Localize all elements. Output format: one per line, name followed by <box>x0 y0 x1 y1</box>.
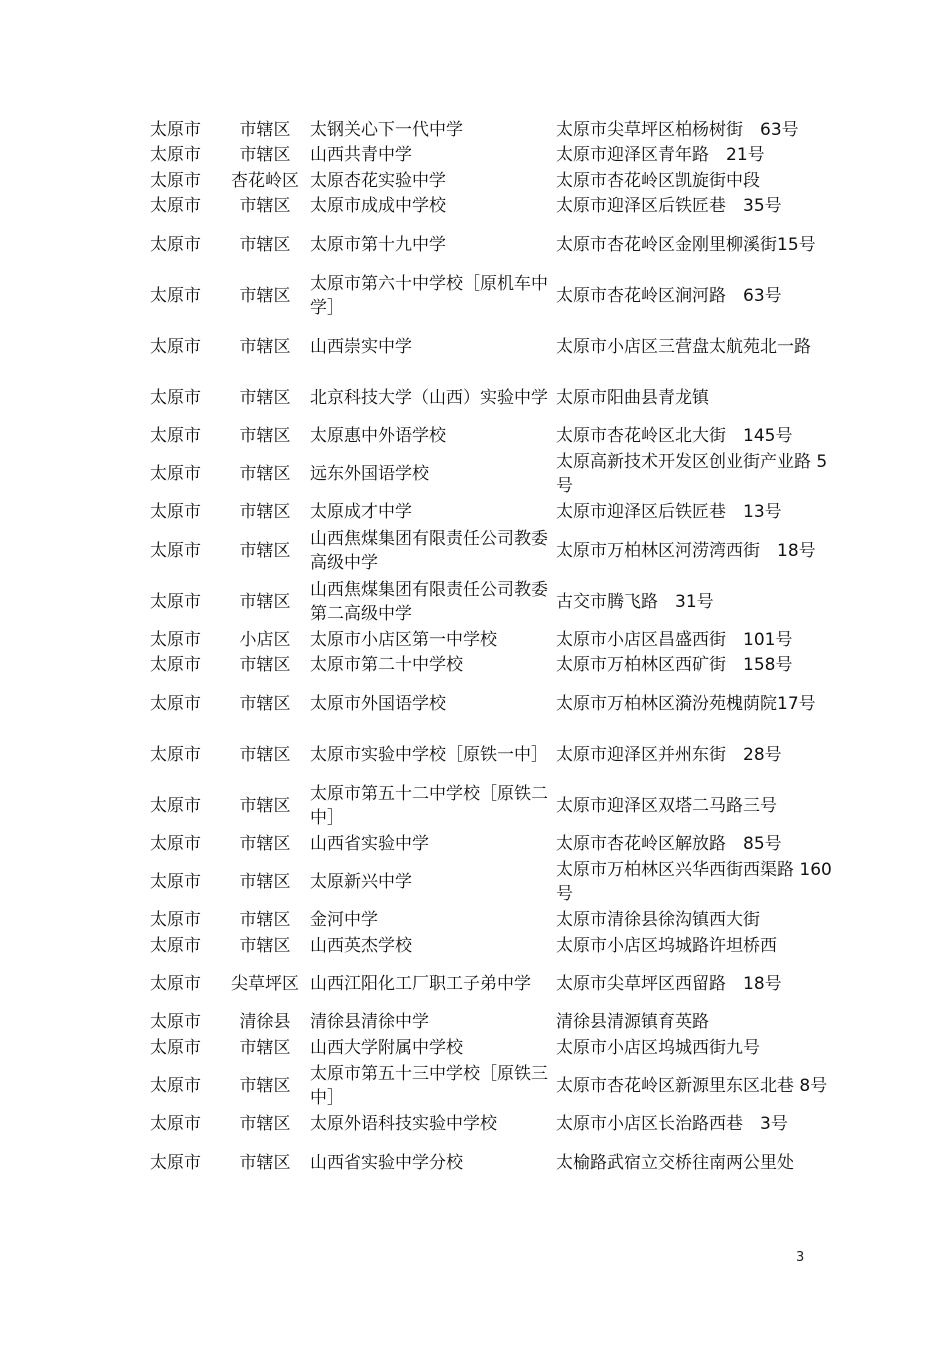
table-row <box>146 1112 832 1138</box>
cell-address: 太原市万柏林区漪汾苑槐荫院17号 <box>556 693 816 714</box>
school-list-table <box>146 117 832 1188</box>
cell-address: 古交市腾飞路 31号 <box>556 591 714 612</box>
cell-district: 市辖区 <box>239 910 291 931</box>
cell-city: 太原市 <box>150 910 201 931</box>
cell-district: 市辖区 <box>239 464 291 484</box>
cell-city: 太原市 <box>150 744 201 765</box>
table-row <box>146 908 832 934</box>
cell-school-name: 太原市小店区第一中学校 <box>310 629 497 650</box>
cell-address: 太原市尖草坪区柏杨树街 63号 <box>556 119 799 140</box>
table-row <box>146 653 832 679</box>
cell-school-name: 清徐县清徐中学 <box>310 1012 429 1033</box>
table-row <box>146 270 832 321</box>
cell-district: 市辖区 <box>239 872 291 892</box>
cell-school-name: 山西焦煤集团有限责任公司教委高级中学 <box>310 528 548 573</box>
cell-school-name: 太原市外国语学校 <box>310 693 446 714</box>
cell-address: 太原市迎泽区双塔二马路三号 <box>556 795 777 816</box>
cell-district: 市辖区 <box>239 425 291 446</box>
cell-city: 太原市 <box>150 1012 201 1033</box>
table-row <box>146 627 832 653</box>
table-row <box>146 678 832 729</box>
table-row <box>146 576 832 627</box>
cell-address: 太原市万柏林区兴华西街西渠路 160号 <box>556 860 832 904</box>
cell-school-name: 太原市第六十中学校［原机车中学］ <box>310 273 548 318</box>
cell-district: 市辖区 <box>239 1152 291 1173</box>
cell-address: 太原市小店区三营盘太航苑北一路 <box>556 336 811 357</box>
cell-city: 太原市 <box>150 1152 201 1173</box>
cell-address: 太原市迎泽区青年路 21号 <box>556 145 765 166</box>
cell-school-name: 山西省实验中学 <box>310 833 429 854</box>
cell-address: 太原市万柏林区河涝湾西街 18号 <box>556 540 816 561</box>
cell-district: 清徐县 <box>239 1012 291 1033</box>
table-row <box>146 423 832 449</box>
cell-city: 太原市 <box>150 935 201 956</box>
table-row <box>146 321 832 372</box>
cell-school-name: 山西英杰学校 <box>310 935 412 956</box>
table-row <box>146 500 832 526</box>
table-row <box>146 372 832 423</box>
cell-address: 太原市清徐县徐沟镇西大街 <box>556 910 760 931</box>
cell-district: 市辖区 <box>239 285 291 306</box>
cell-city: 太原市 <box>150 1076 201 1096</box>
cell-district: 市辖区 <box>239 1076 291 1096</box>
cell-district: 尖草坪区 <box>231 974 299 994</box>
cell-city: 太原市 <box>150 285 201 306</box>
cell-district: 市辖区 <box>239 387 291 408</box>
table-row <box>146 831 832 857</box>
cell-district: 市辖区 <box>239 1114 291 1135</box>
cell-address: 太原市迎泽区并州东街 28号 <box>556 744 782 765</box>
cell-address: 太原市小店区昌盛西街 101号 <box>556 629 793 650</box>
table-row <box>146 143 832 169</box>
cell-district: 市辖区 <box>239 1037 291 1058</box>
page-number: 3 <box>796 1250 805 1265</box>
cell-city: 太原市 <box>150 1114 201 1135</box>
table-row <box>146 780 832 831</box>
cell-district: 市辖区 <box>239 502 291 523</box>
cell-address: 太原市杏花岭区金刚里柳溪街15号 <box>556 234 816 255</box>
cell-address: 太原市尖草坪区西留路 18号 <box>556 974 782 994</box>
cell-city: 太原市 <box>150 196 201 217</box>
cell-school-name: 太原市成成中学校 <box>310 196 446 217</box>
cell-district: 市辖区 <box>239 119 291 140</box>
table-row <box>146 1035 832 1061</box>
cell-district: 小店区 <box>239 629 291 650</box>
cell-school-name: 太原市第二十中学校 <box>310 655 463 676</box>
cell-district: 杏花岭区 <box>231 170 299 191</box>
cell-city: 太原市 <box>150 170 201 191</box>
cell-school-name: 太原新兴中学 <box>310 872 412 892</box>
cell-school-name: 金河中学 <box>310 910 378 931</box>
table-row <box>146 959 832 1010</box>
cell-city: 太原市 <box>150 655 201 676</box>
cell-district: 市辖区 <box>239 693 291 714</box>
cell-city: 太原市 <box>150 464 201 484</box>
cell-school-name: 太原市第五十三中学校［原铁三中］ <box>310 1064 548 1108</box>
cell-school-name: 太原惠中外语学校 <box>310 425 446 446</box>
table-row <box>146 1137 832 1188</box>
table-row <box>146 525 832 576</box>
table-row <box>146 1010 832 1036</box>
cell-district: 市辖区 <box>239 336 291 357</box>
cell-address: 太原市杏花岭区新源里东区北巷 8号 <box>556 1076 828 1096</box>
cell-city: 太原市 <box>150 974 201 994</box>
cell-city: 太原市 <box>150 336 201 357</box>
cell-address: 太原市杏花岭区涧河路 63号 <box>556 285 782 306</box>
cell-city: 太原市 <box>150 145 201 166</box>
cell-district: 市辖区 <box>239 234 291 255</box>
cell-address: 太原市万柏林区西矿街 158号 <box>556 655 793 676</box>
table-row <box>146 1061 832 1112</box>
table-row <box>146 729 832 780</box>
cell-school-name: 太钢关心下一代中学 <box>310 119 463 140</box>
cell-district: 市辖区 <box>239 655 291 676</box>
cell-city: 太原市 <box>150 387 201 408</box>
cell-city: 太原市 <box>150 629 201 650</box>
cell-city: 太原市 <box>150 833 201 854</box>
cell-district: 市辖区 <box>239 196 291 217</box>
cell-address: 太原市迎泽区后铁匠巷 35号 <box>556 196 782 217</box>
table-row <box>146 933 832 959</box>
cell-school-name: 太原外语科技实验中学校 <box>310 1114 497 1135</box>
cell-city: 太原市 <box>150 502 201 523</box>
cell-school-name: 太原市第五十二中学校［原铁二中］ <box>310 783 548 828</box>
cell-school-name: 山西大学附属中学校 <box>310 1037 463 1058</box>
cell-address: 太原市小店区长治路西巷 3号 <box>556 1114 788 1135</box>
cell-city: 太原市 <box>150 119 201 140</box>
cell-school-name: 太原市第十九中学 <box>310 234 446 255</box>
cell-address: 太原市小店区坞城路许坦桥西 <box>556 935 777 956</box>
cell-address: 太原市杏花岭区北大街 145号 <box>556 425 793 446</box>
cell-school-name: 山西焦煤集团有限责任公司教委第二高级中学 <box>310 579 548 624</box>
cell-school-name: 太原杏花实验中学 <box>310 170 446 191</box>
cell-city: 太原市 <box>150 795 201 816</box>
table-row <box>146 857 832 908</box>
cell-city: 太原市 <box>150 234 201 255</box>
cell-city: 太原市 <box>150 693 201 714</box>
cell-school-name: 远东外国语学校 <box>310 464 429 484</box>
cell-school-name: 山西崇实中学 <box>310 336 412 357</box>
cell-district: 市辖区 <box>239 795 291 816</box>
cell-district: 市辖区 <box>239 145 291 166</box>
table-row <box>146 219 832 270</box>
cell-school-name: 太原市实验中学校［原铁一中］ <box>310 744 548 765</box>
table-row <box>146 194 832 220</box>
cell-address: 太榆路武宿立交桥往南两公里处 <box>556 1152 794 1173</box>
cell-district: 市辖区 <box>239 744 291 765</box>
cell-school-name: 北京科技大学（山西）实验中学 <box>310 387 548 408</box>
cell-school-name: 山西省实验中学分校 <box>310 1152 463 1173</box>
cell-district: 市辖区 <box>239 935 291 956</box>
cell-address: 太原市杏花岭区解放路 85号 <box>556 833 782 854</box>
cell-address: 太原市杏花岭区凯旋街中段 <box>556 170 760 191</box>
cell-address: 太原市小店区坞城西街九号 <box>556 1037 760 1058</box>
cell-city: 太原市 <box>150 425 201 446</box>
table-row <box>146 117 832 143</box>
cell-address: 太原市阳曲县青龙镇 <box>556 387 709 408</box>
cell-school-name: 太原成才中学 <box>310 502 412 523</box>
cell-address: 清徐县清源镇育英路 <box>556 1012 709 1033</box>
cell-school-name: 山西共青中学 <box>310 145 412 166</box>
cell-district: 市辖区 <box>239 540 291 561</box>
cell-address: 太原市迎泽区后铁匠巷 13号 <box>556 502 782 523</box>
table-row <box>146 449 832 500</box>
cell-district: 市辖区 <box>239 833 291 854</box>
school-list-body <box>146 117 832 1188</box>
cell-address: 太原高新技术开发区创业街产业路 5号 <box>556 452 828 496</box>
cell-city: 太原市 <box>150 1037 201 1058</box>
cell-city: 太原市 <box>150 872 201 892</box>
cell-school-name: 山西江阳化工厂职工子弟中学 <box>310 974 531 994</box>
cell-city: 太原市 <box>150 591 201 612</box>
cell-district: 市辖区 <box>239 591 291 612</box>
cell-city: 太原市 <box>150 540 201 561</box>
table-row <box>146 168 832 194</box>
